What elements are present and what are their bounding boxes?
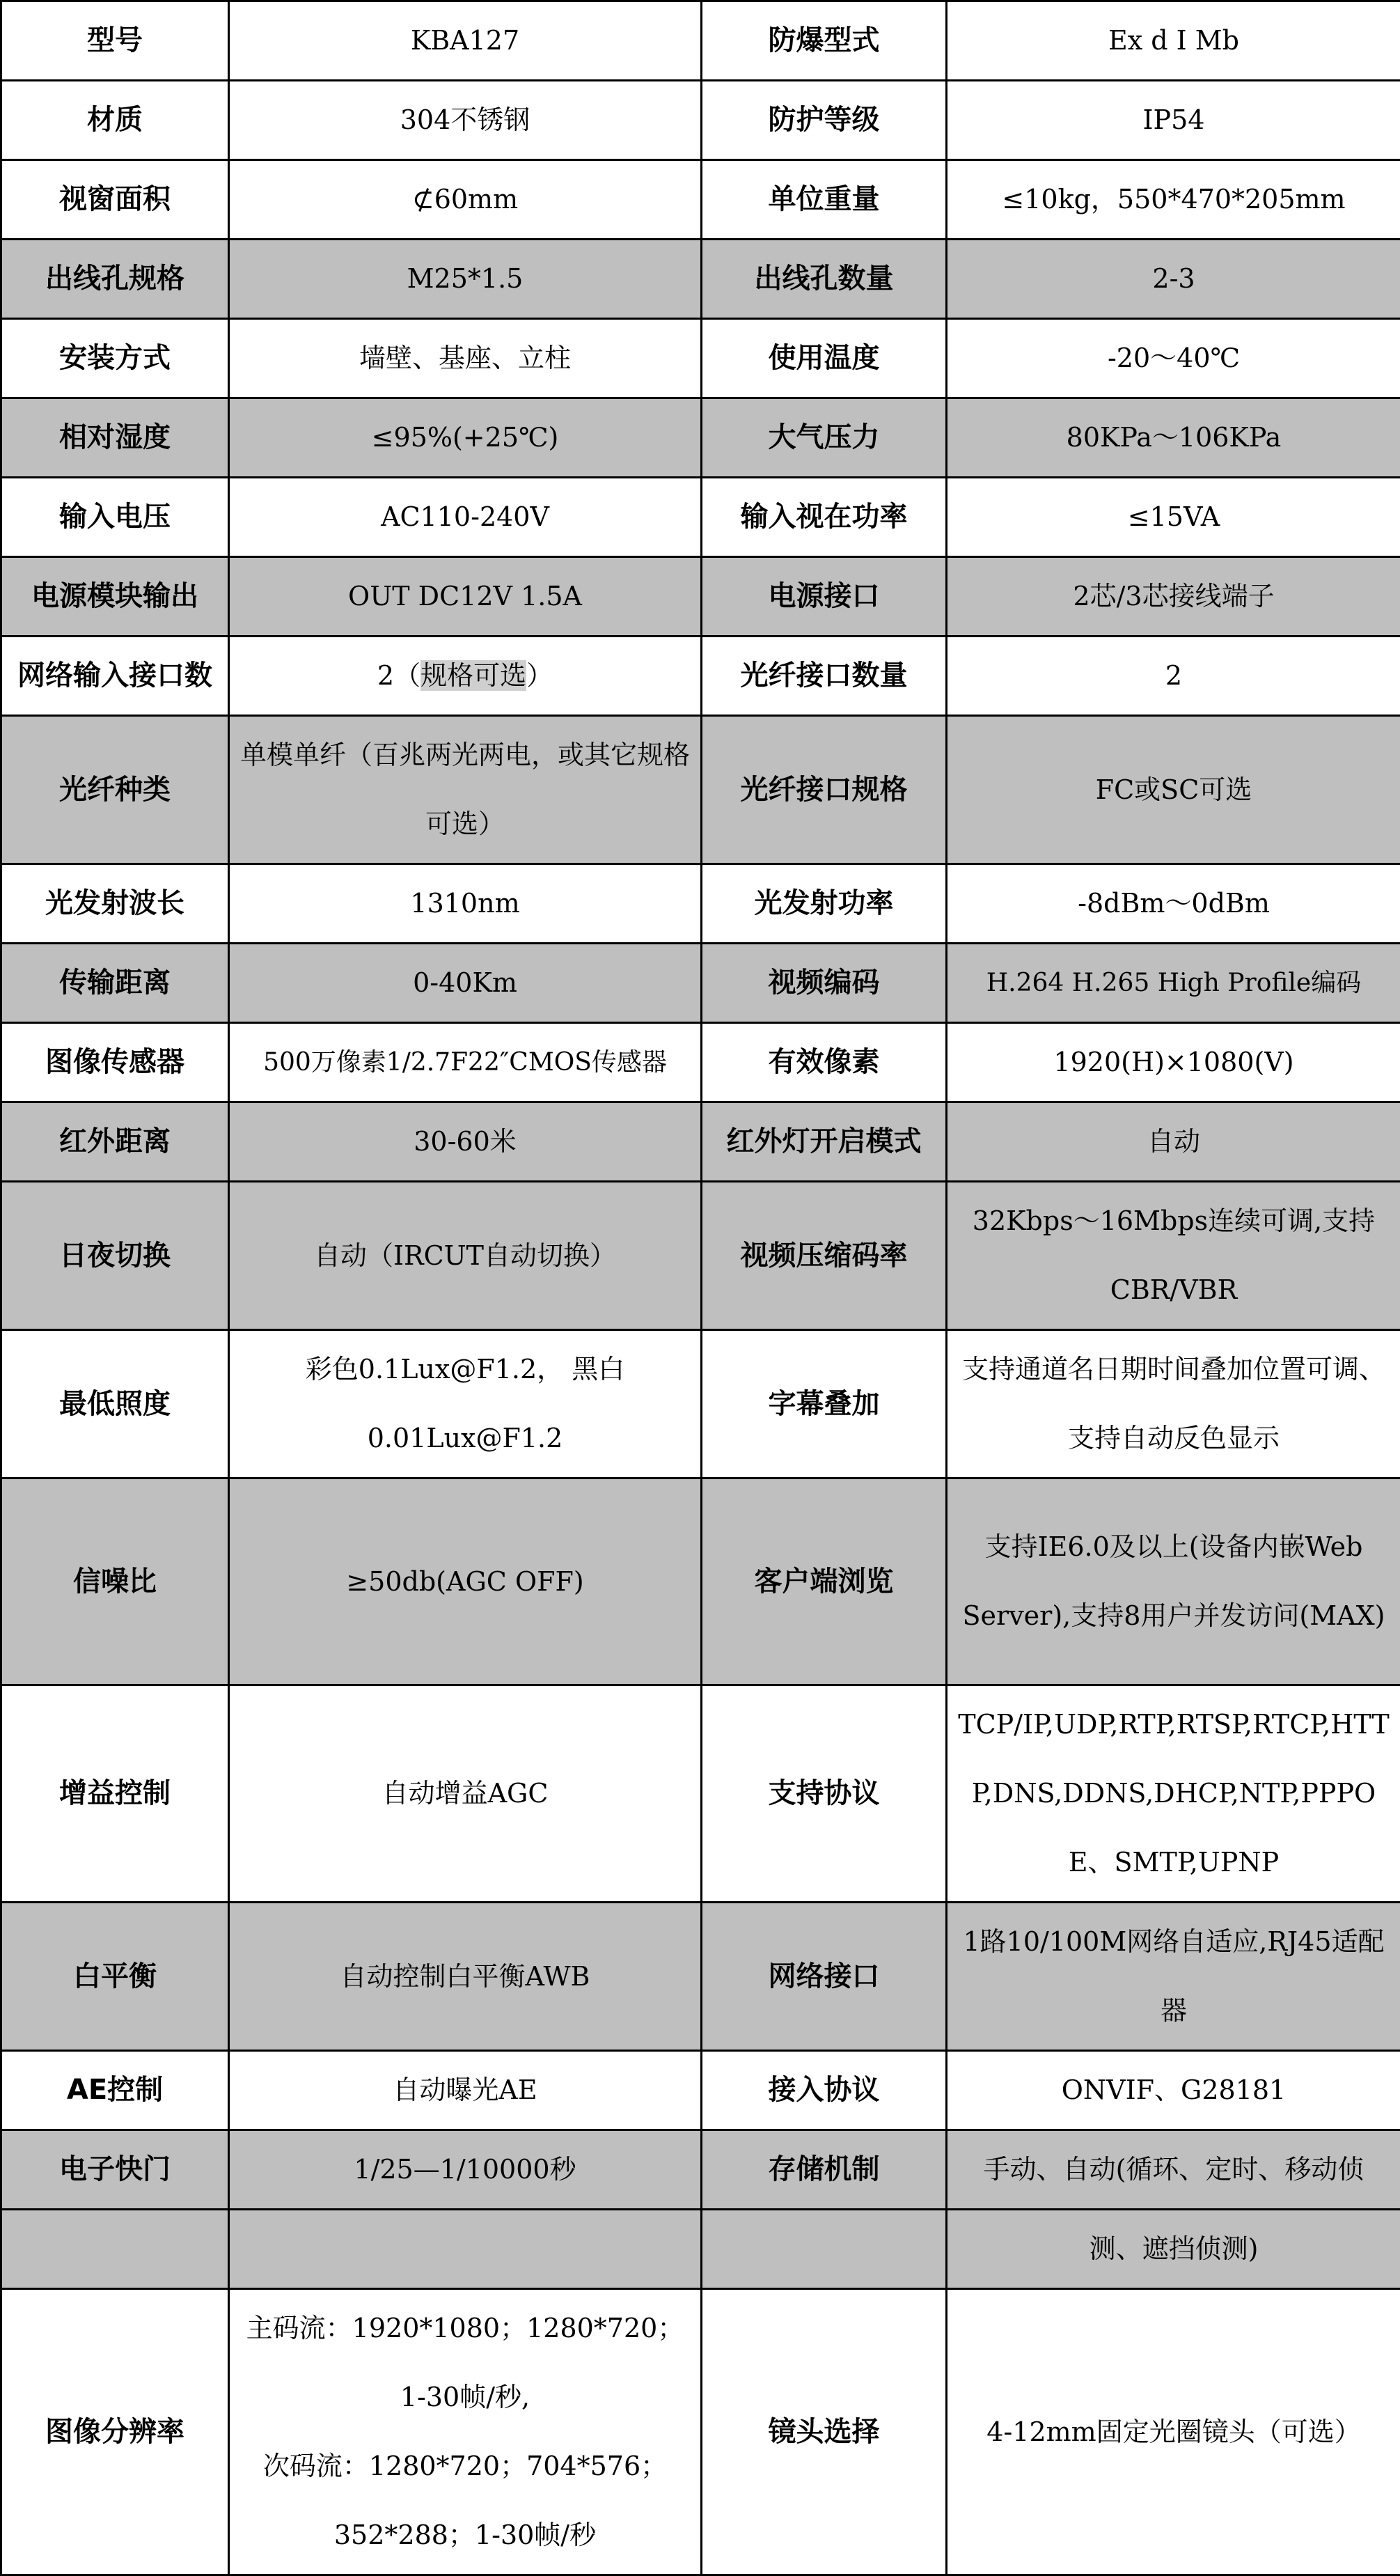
label-cell: 日夜切换 [1,1182,229,1330]
value-cell: AC110-240V [229,478,702,557]
label-cell: 使用温度 [702,319,947,398]
value-cell: 支持通道名日期时间叠加位置可调、支持自动反色显示 [947,1330,1400,1478]
value-cell: -8dBm～0dBm [947,864,1400,944]
table-row [1,557,1400,637]
label-cell: 型号 [1,1,229,81]
value-cell [229,2289,702,2575]
table-row [1,398,1400,478]
label-cell: 增益控制 [1,1685,229,1903]
label-cell: 光发射功率 [702,864,947,944]
label-cell: AE控制 [1,2051,229,2130]
label-cell: 图像分辨率 [1,2289,229,2575]
table-row [1,240,1400,319]
value-cell: 2 [947,637,1400,716]
highlighted-text: 规格可选 [420,660,526,691]
label-cell: 大气压力 [702,398,947,478]
label-cell: 网络接口 [702,1903,947,2051]
value-cell: ≤15VA [947,478,1400,557]
table-row [1,864,1400,944]
label-cell: 红外灯开启模式 [702,1102,947,1182]
label-cell: 网络输入接口数 [1,637,229,716]
label-cell: 视频编码 [702,944,947,1023]
label-cell: 输入电压 [1,478,229,557]
value-cell: 单模单纤（百兆两光两电，或其它规格可选） [229,716,702,864]
label-cell [702,2210,947,2289]
value-cell: ≥50db(AGC OFF) [229,1478,702,1685]
value-cell: 墙壁、基座、立柱 [229,319,702,398]
table-row [1,1685,1400,1903]
value-cell: 1/25—1/10000秒 [229,2130,702,2210]
label-cell: 单位重量 [702,160,947,240]
value-cell: 80KPa～106KPa [947,398,1400,478]
label-cell: 白平衡 [1,1903,229,2051]
label-cell: 信噪比 [1,1478,229,1685]
label-cell: 最低照度 [1,1330,229,1478]
label-cell: 接入协议 [702,2051,947,2130]
label-cell: 出线孔数量 [702,240,947,319]
table-row [1,319,1400,398]
label-cell: 安装方式 [1,319,229,398]
value-cell: Ex d I Mb [947,1,1400,81]
value-cell: ⊄60mm [229,160,702,240]
label-cell: 光纤接口数量 [702,637,947,716]
table-row [1,2130,1400,2210]
label-cell: 光纤种类 [1,716,229,864]
table-row [1,1102,1400,1182]
table-row [1,944,1400,1023]
value-cell: 测、遮挡侦测) [947,2210,1400,2289]
table-row [1,1903,1400,2051]
label-cell: 存储机制 [702,2130,947,2210]
label-cell: 出线孔规格 [1,240,229,319]
label-cell: 字幕叠加 [702,1330,947,1478]
value-cell: 自动曝光AE [229,2051,702,2130]
table-row [1,160,1400,240]
value-cell: 1920(H)×1080(V) [947,1023,1400,1102]
table-row [1,2289,1400,2575]
label-cell: 图像传感器 [1,1023,229,1102]
table-row [1,1,1400,81]
label-cell: 光发射波长 [1,864,229,944]
table-row [1,81,1400,160]
label-cell: 有效像素 [702,1023,947,1102]
value-cell: IP54 [947,81,1400,160]
value-cell [229,637,702,716]
value-cell: FC或SC可选 [947,716,1400,864]
value-cell: KBA127 [229,1,702,81]
table-row [1,478,1400,557]
value-cell: 1310nm [229,864,702,944]
value-cell [229,2210,702,2289]
table-row [1,1330,1400,1478]
value-cell: ≤95%(+25℃) [229,398,702,478]
label-cell: 电源模块输出 [1,557,229,637]
label-cell: 相对湿度 [1,398,229,478]
label-cell: 材质 [1,81,229,160]
table-row [1,1023,1400,1102]
value-cell: 自动（IRCUT自动切换） [229,1182,702,1330]
label-cell: 红外距离 [1,1102,229,1182]
value-cell: H.264 H.265 High Profile编码 [947,944,1400,1023]
value-cell: TCP/IP,UDP,RTP,RTSP,RTCP,HTTP,DNS,DDNS,DHCP,NTP,PPPOE、SMTP,UPNP [947,1685,1400,1903]
label-cell: 输入视在功率 [702,478,947,557]
label-cell [1,2210,229,2289]
value-suffix: ） [526,660,553,691]
table-row [1,716,1400,864]
value-cell: 彩色0.1Lux@F1.2， 黑白0.01Lux@F1.2 [229,1330,702,1478]
value-cell: -20～40℃ [947,319,1400,398]
value-cell: 500万像素1/2.7F22″CMOS传感器 [229,1023,702,1102]
value-cell: 304不锈钢 [229,81,702,160]
value-cell: 自动 [947,1102,1400,1182]
main-stream-text: 主码流：1920*1080；1280*720；1-30帧/秒, [234,2294,696,2432]
value-cell: 0-40Km [229,944,702,1023]
label-cell: 电源接口 [702,557,947,637]
label-cell: 电子快门 [1,2130,229,2210]
value-cell: ≤10kg，550*470*205mm [947,160,1400,240]
value-cell: 自动增益AGC [229,1685,702,1903]
value-cell: OUT DC12V 1.5A [229,557,702,637]
table-row [1,2051,1400,2130]
table-row [1,1478,1400,1685]
value-cell: 2-3 [947,240,1400,319]
value-cell: 32Kbps～16Mbps连续可调,支持CBR/VBR [947,1182,1400,1330]
label-cell: 防护等级 [702,81,947,160]
value-prefix: 2（ [377,660,420,691]
label-cell: 防爆型式 [702,1,947,81]
label-cell: 视频压缩码率 [702,1182,947,1330]
value-cell: 4-12mm固定光圈镜头（可选） [947,2289,1400,2575]
value-cell: 自动控制白平衡AWB [229,1903,702,2051]
label-cell: 传输距离 [1,944,229,1023]
value-cell: 手动、自动(循环、定时、移动侦 [947,2130,1400,2210]
value-cell: 2芯/3芯接线端子 [947,557,1400,637]
table-row [1,1182,1400,1330]
value-cell: 1路10/100M网络自适应,RJ45适配器 [947,1903,1400,2051]
label-cell: 视窗面积 [1,160,229,240]
table-row [1,637,1400,716]
sub-stream-text: 次码流：1280*720；704*576；352*288；1-30帧/秒 [234,2432,696,2570]
value-cell: 支持IE6.0及以上(设备内嵌Web Server),支持8用户并发访问(MAX) [947,1478,1400,1685]
label-cell: 光纤接口规格 [702,716,947,864]
table-row [1,2210,1400,2289]
value-cell: M25*1.5 [229,240,702,319]
label-cell: 客户端浏览 [702,1478,947,1685]
label-cell: 支持协议 [702,1685,947,1903]
value-cell: 30-60米 [229,1102,702,1182]
value-cell: ONVIF、G28181 [947,2051,1400,2130]
label-cell: 镜头选择 [702,2289,947,2575]
